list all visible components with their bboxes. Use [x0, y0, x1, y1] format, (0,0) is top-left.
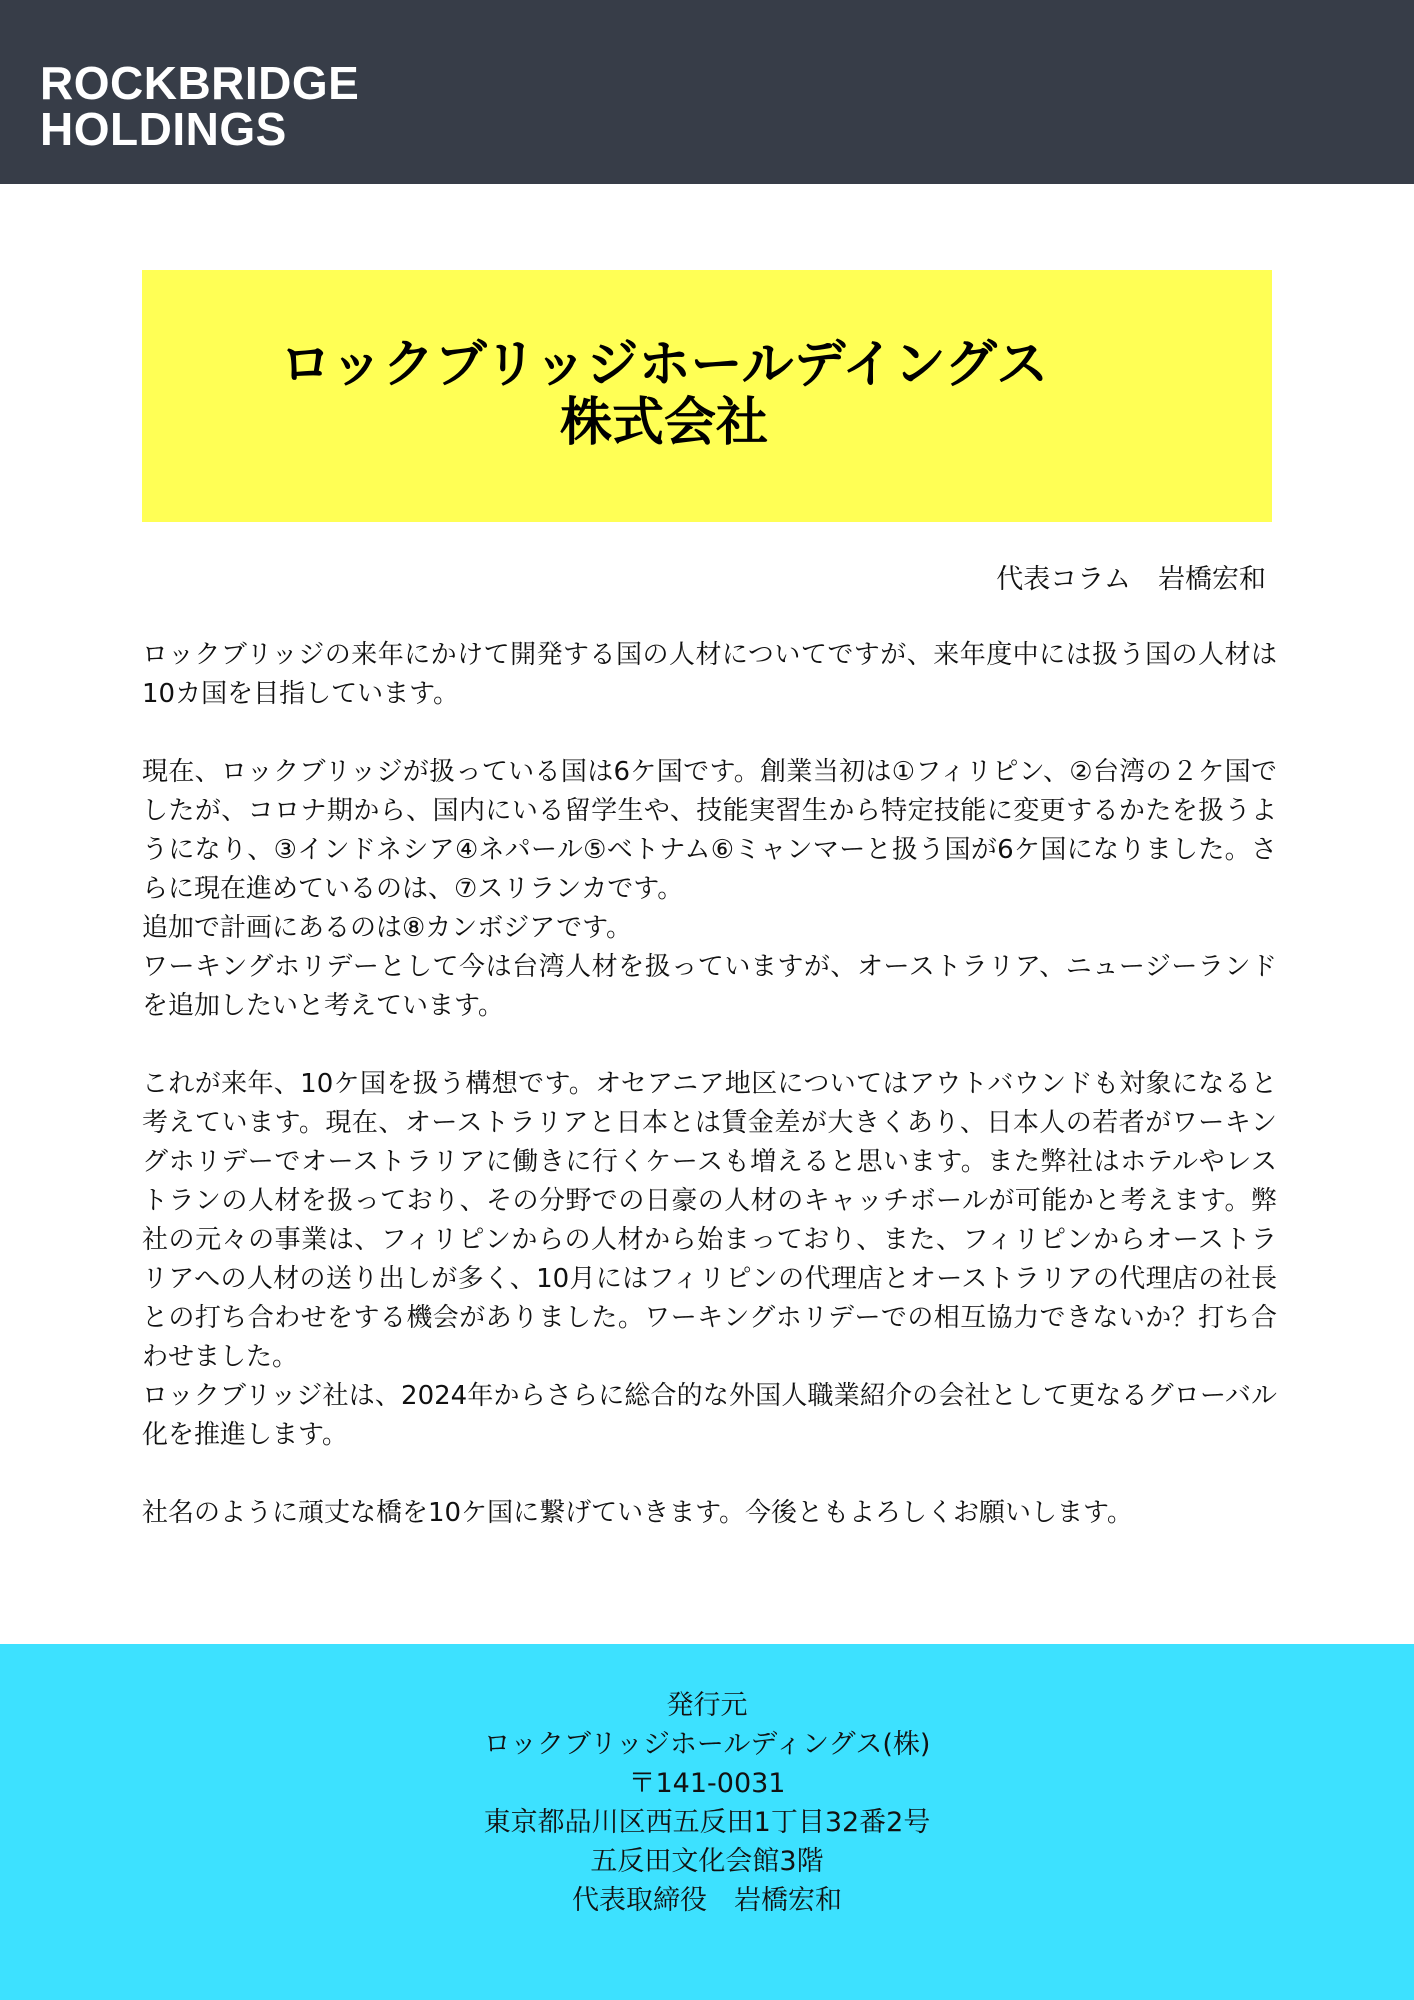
paragraph-1 [142, 636, 1277, 714]
paragraph-line: これが来年、10ケ国を扱う構想です。オセアニア地区についてはアウトバウンドも対象になると考えています。現在、オーストラリアと日本とは賃金差が大きくあり、日本人の若者がワーキングホリデーでオーストラリアに働きに行くケースも増えると思います。また弊社はホテルやレストランの人材を扱っており、その分野での日豪の人材のキャッチボールが可能かと考えます。弊社の元々の事業は、フィリピンからの人材から始まっており、また、フィリピンからオーストラリアへの人材の送り出しが多く、10月にはフィリピンの代理店とオーストラリアの代理店の社長との打ち合わせをする機会がありました。ワーキングホリデーでの相互協力できないか？打ち合わせました。 [142, 1069, 1277, 1372]
publisher-label: 発行元 [666, 1690, 748, 1721]
address-line-1: 東京都品川区西五反田1丁目32番2号 [483, 1807, 931, 1838]
postal-code: 〒141-0031 [628, 1768, 786, 1799]
paragraph-line: 追加で計画にあるのは⑧カンボジアです。 [142, 913, 633, 943]
paragraph-line: 社名のように頑丈な橋を10ケ国に繋げていきます。今後ともよろしくお願いします。 [142, 1498, 1133, 1528]
publisher-footer [0, 1644, 1414, 2000]
paragraph-2 [142, 753, 1277, 1026]
paragraph-4 [142, 1494, 1277, 1533]
page-header [0, 0, 1414, 184]
paragraph-3 [142, 1065, 1277, 1455]
logo-line-1: ROCKBRIDGE [40, 57, 360, 109]
paragraph-line: 現在、ロックブリッジが扱っている国は6ケ国です。創業当初は①フィリピン、②台湾の２ケ国でしたが、コロナ期から、国内にいる留学生や、技能実習生から特定技能に変更するかたを扱うようになり、③インドネシア④ネパール⑤ベトナム⑥ミャンマーと扱う国が6ケ国になりました。さらに現在進めているのは、⑦スリランカです。 [142, 757, 1277, 904]
publisher-info [0, 1686, 1414, 1920]
title-line-2: 株式会社 [559, 393, 768, 453]
representative: 代表取締役 岩橋宏和 [572, 1885, 842, 1916]
publisher-company: ロックブリッジホールディングス(株) [483, 1729, 931, 1760]
company-logo [40, 57, 360, 155]
title-banner [142, 270, 1272, 522]
paragraph-line: ロックブリッジ社は、2024年からさらに総合的な外国人職業紹介の会社として更なるグローバル化を推進します。 [142, 1381, 1277, 1450]
logo-line-2: HOLDINGS [40, 103, 287, 155]
title-line-1: ロックブリッジホールデイングス [279, 335, 1049, 395]
paragraph-line: ワーキングホリデーとして今は台湾人材を扱っていますが、オーストラリア、ニュージーランドを追加したいと考えています。 [142, 952, 1277, 1021]
paragraph-line: ロックブリッジの来年にかけて開発する国の人材についてですが、来年度中には扱う国の人材は10カ国を目指しています。 [142, 640, 1277, 709]
article-body [142, 636, 1277, 1572]
address-line-2: 五反田文化会館3階 [590, 1846, 824, 1877]
document-title [142, 336, 1186, 452]
column-byline: 代表コラム 岩橋宏和 [996, 564, 1266, 595]
